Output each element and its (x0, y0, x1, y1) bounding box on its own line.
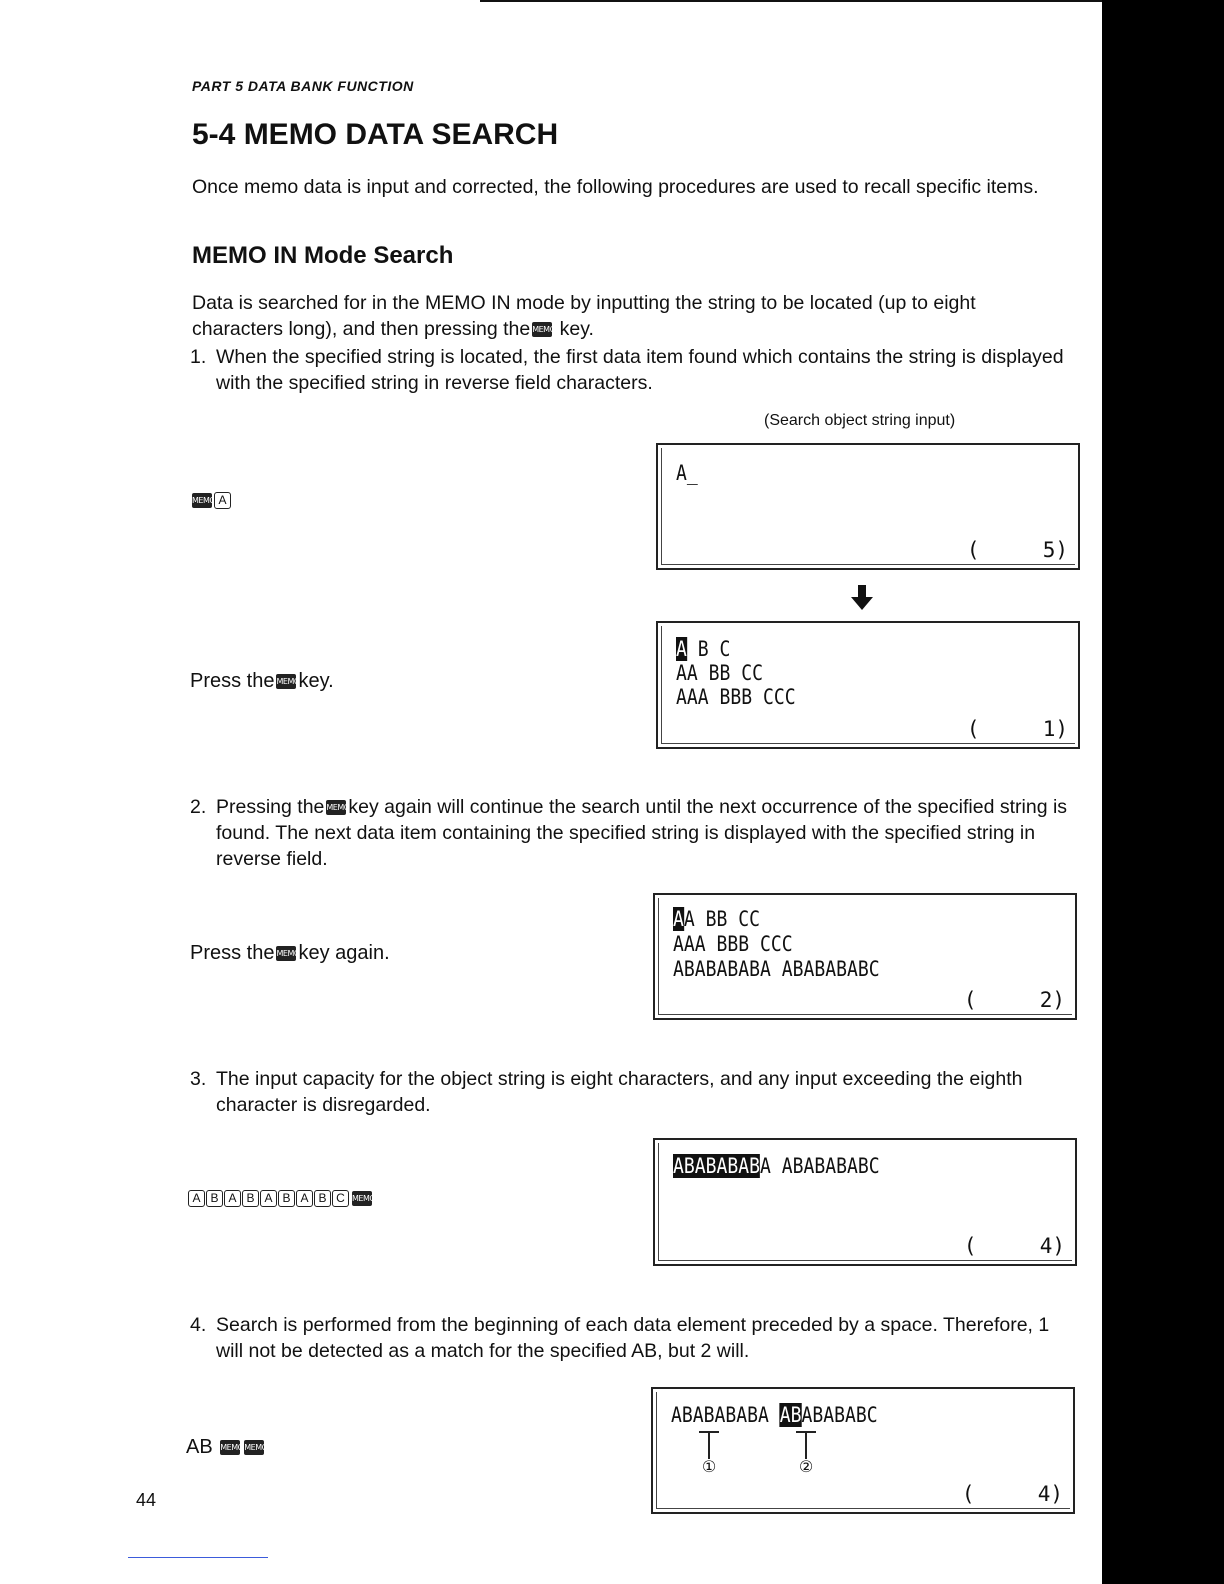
step-text: Search is performed from the beginning of each data element preceded by a space. Therefore, 1 will not be detected as a match for the specified AB, but 2 will. (216, 1314, 1050, 1362)
record-counter: ( 5) (966, 538, 1068, 562)
letter-key: A (296, 1190, 313, 1207)
search-description-line1: Data is searched for in the MEMO IN mode by inputting the string to be located (up to eight (192, 292, 976, 314)
step-number: 1. (190, 346, 207, 368)
letter-key: B (278, 1190, 295, 1207)
memo-key-icon: MEMO (326, 800, 346, 815)
intro-paragraph: Once memo data is input and corrected, the following procedures are used to recall specific items. (192, 176, 1039, 198)
step-number: 2. (190, 796, 207, 818)
letter-key: A (214, 492, 231, 509)
letter-key: A (188, 1190, 205, 1207)
search-description-line2: characters long), and then pressing the (192, 318, 531, 340)
record-counter: ( 4) (963, 1234, 1065, 1258)
lcd-line: AA BB CC (673, 907, 761, 931)
marker-2: ② (798, 1459, 814, 1476)
lcd-line: AAA BBB CCC (673, 932, 793, 956)
top-rule (480, 0, 1102, 2)
memo-key-icon: MEMO (220, 1440, 240, 1455)
page-title: 5-4 MEMO DATA SEARCH (192, 118, 559, 151)
marker-line-2 (805, 1431, 807, 1459)
press-key-again-instruction: Press the MEMOkey again. (190, 942, 390, 964)
lcd-display-1 (656, 443, 1080, 570)
lcd-display-3 (653, 893, 1077, 1020)
footer-rule (128, 1557, 268, 1558)
letter-key: A (224, 1190, 241, 1207)
lcd-line: ABABABABA ABABABABC (673, 957, 880, 981)
step-text: Pressing the MEMOkey again will continue the search until the next occurrence of the specified string is found. The next data item containing the specified string is displayed with the specified string in reverse field. (216, 796, 1068, 870)
key-sequence-1 (190, 492, 232, 510)
lcd-line: AAA BBB CCC (676, 685, 796, 709)
key-sequence-4 (186, 1436, 266, 1459)
record-counter: ( 4) (961, 1482, 1063, 1506)
lcd-display-4 (653, 1138, 1077, 1266)
page-edge-shadow (1102, 0, 1224, 1584)
ab-prefix: AB (186, 1436, 213, 1458)
search-description (192, 290, 1082, 342)
step-text: When the specified string is located, the first data item found which contains the string is displayed with the specified string in reverse field characters. (216, 346, 1064, 394)
lcd-display-5 (651, 1387, 1075, 1514)
step-4 (190, 1312, 1080, 1364)
step-number: 3. (190, 1068, 207, 1090)
record-counter: ( 2) (963, 988, 1065, 1012)
letter-key: A (260, 1190, 277, 1207)
marker-line-1 (708, 1431, 710, 1459)
lcd-line: ABABABABA ABABABABC (671, 1403, 878, 1427)
step-text: The input capacity for the object string is eight characters, and any input exceeding the eighth character is disregarded. (216, 1068, 1023, 1116)
step-number: 4. (190, 1314, 207, 1336)
lcd-line: A_ (676, 461, 698, 485)
memo-key-icon: MEMO (244, 1440, 264, 1455)
memo-key-icon: MEMO (352, 1191, 372, 1206)
running-header: PART 5 DATA BANK FUNCTION (192, 78, 414, 94)
step-3 (190, 1066, 1080, 1118)
key-sequence-3 (188, 1190, 374, 1208)
search-description-line2-end: key. (559, 318, 594, 340)
letter-key: B (314, 1190, 331, 1207)
record-counter: ( 1) (966, 717, 1068, 741)
press-key-instruction: Press the MEMOkey. (190, 670, 334, 692)
page-number: 44 (136, 1490, 157, 1510)
lcd-line: AA BB CC (676, 661, 763, 685)
section-subtitle: MEMO IN Mode Search (192, 242, 454, 269)
step-1 (190, 344, 1080, 396)
marker-1: ① (701, 1459, 717, 1476)
lcd-line: ABABABABA ABABABABC (673, 1154, 880, 1178)
letter-key: C (332, 1190, 349, 1207)
memo-key-icon: MEMO (276, 674, 296, 689)
display-caption: (Search object string input) (764, 412, 956, 429)
lcd-line: A B C (676, 637, 731, 661)
letter-key: B (206, 1190, 223, 1207)
memo-key-icon: MEMO (276, 946, 296, 961)
letter-key: B (242, 1190, 259, 1207)
memo-key-icon: MEMO (532, 322, 552, 337)
step-2 (190, 794, 1080, 872)
memo-key-icon: MEMO (192, 493, 212, 508)
down-arrow-icon (848, 585, 876, 611)
lcd-display-2 (656, 621, 1080, 749)
